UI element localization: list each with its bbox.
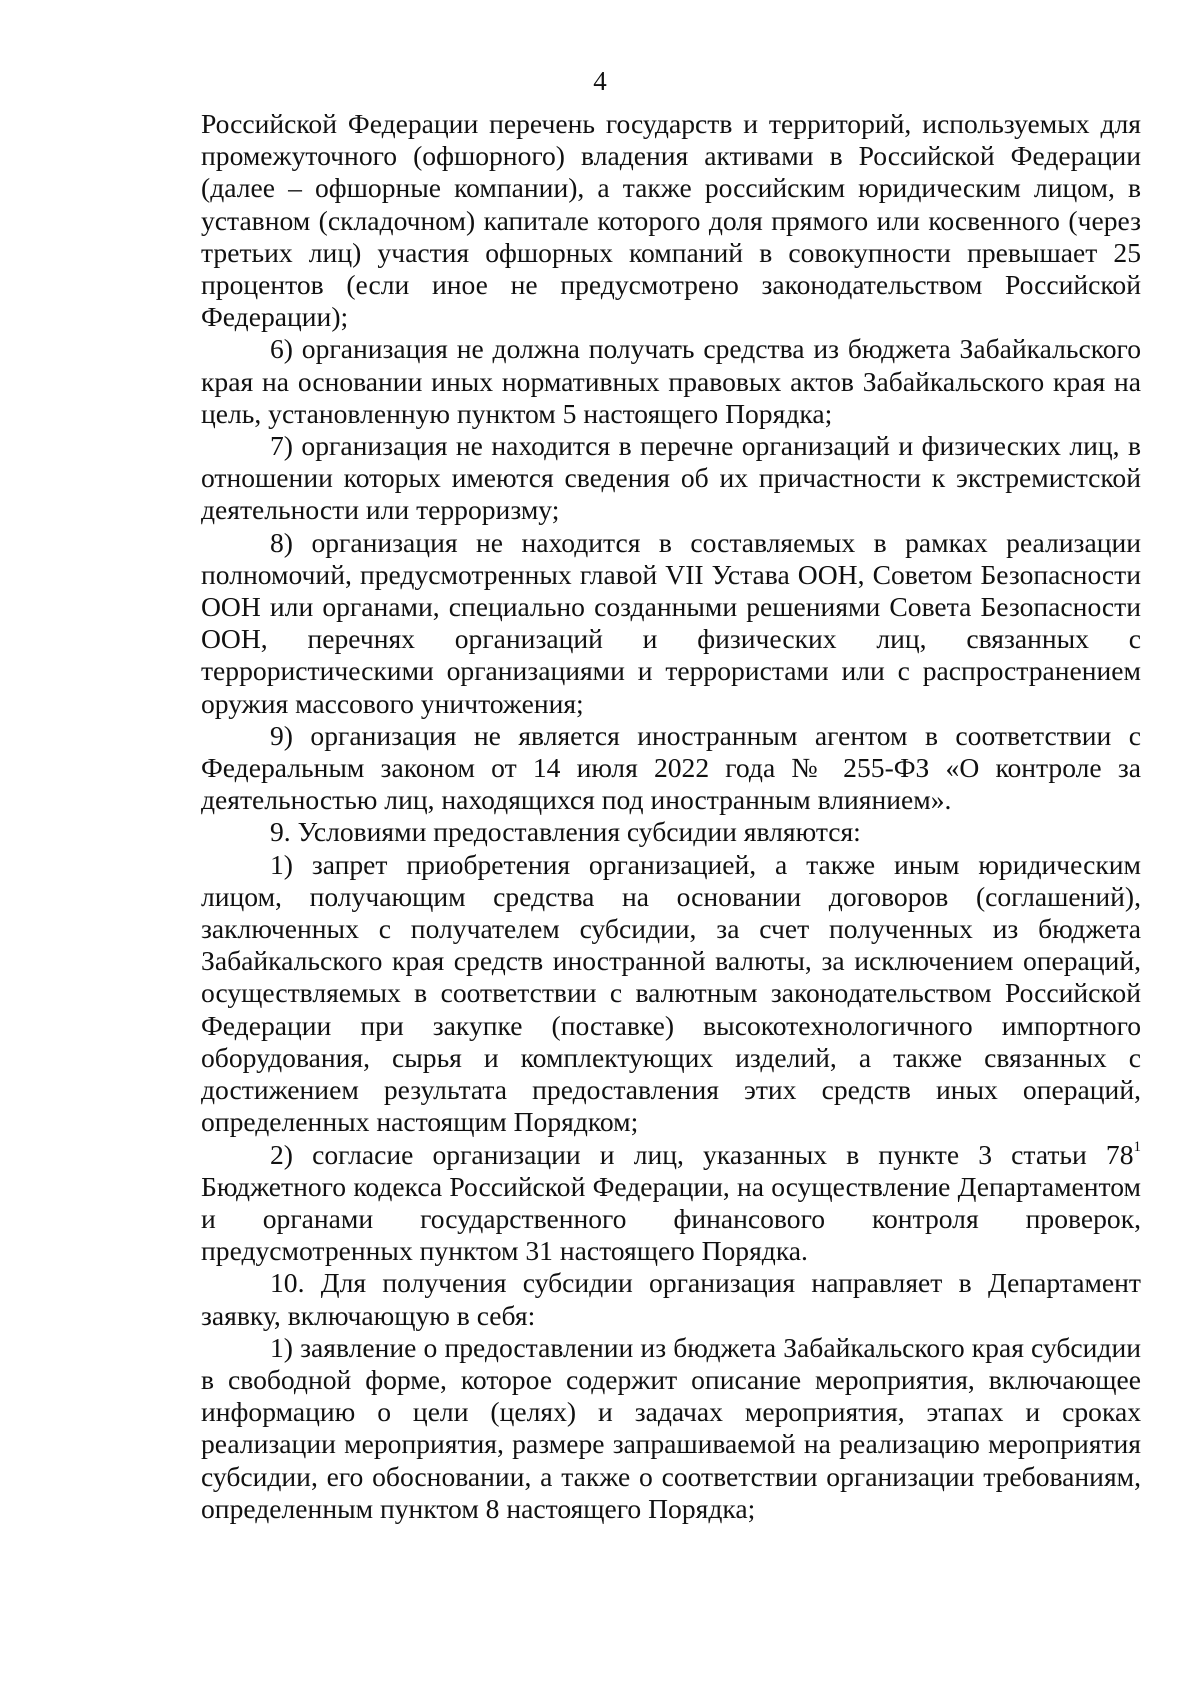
paragraph-section-10: 10. Для получения субсидии организация направляет в Департамент заявку, включающую в себя: — [201, 1267, 1141, 1331]
paragraph-item-9: 9) организация не является иностранным агентом в соответствии с Федеральным законом от 14 июля 2022 года № 255-ФЗ «О контроле за деятельностью лиц, находящихся под иностранным влиянием». — [201, 719, 1141, 816]
condition-2-text-before: 2) согласие организации и лиц, указанных в пункте 3 статьи 78 — [270, 1138, 1134, 1170]
paragraph-item-7: 7) организация не находится в перечне организаций и физических лиц, в отношении которых имеются сведения об их причастности к экстремистской деятельности или терроризму; — [201, 430, 1141, 526]
paragraph-condition-2 — [201, 1139, 1141, 1268]
condition-2-text-after: Бюджетного кодекса Российской Федерации, на осуществление Департаментом и органами государственного финансового контроля проверок, предусмотренных пунктом 31 настоящего Порядка. — [201, 1170, 1141, 1267]
paragraph-continuation: Российской Федерации перечень государств и территорий, используемых для промежуточного (офшорного) владения активами в Российской Федерации (далее – офшорные компании), а также российским юридическим лицом, в уставном (складочном) капитале которого доля прямого или косвенного (через третьих лиц) участия офшорных компаний в совокупности превышает 25 процентов (если иное не предусмотрено законодательством Российской Федерации); — [201, 108, 1141, 333]
page-number: 4 — [593, 66, 607, 96]
paragraph-item-8: 8) организация не находится в составляемых в рамках реализации полномочий, предусмотренных главой VII Устава ООН, Советом Безопасности ООН или органами, специально созданными решениями Совета Безопасности ООН, перечнях организаций и физических лиц, связанных с террористическими организациями и террористами или с распространением оружия массового уничтожения; — [201, 526, 1141, 719]
paragraph-application-1: 1) заявление о предоставлении из бюджета Забайкальского края субсидии в свободной форме, которое содержит описание мероприятия, включающее информацию о цели (целях) и задачах мероприятия, этапах и сроках реализации мероприятия, размере запрашиваемой на реализацию мероприятия субсидии, его обосновании, а также о соответствии организации требованиям, определенным пунктом 8 настоящего Порядка; — [201, 1331, 1141, 1524]
article-superscript: 1 — [1133, 1139, 1141, 1156]
document-body — [201, 108, 1141, 1525]
paragraph-item-6: 6) организация не должна получать средства из бюджета Забайкальского края на основании иных нормативных правовых актов Забайкальского края на цель, установленную пунктом 5 настоящего Порядка; — [201, 333, 1141, 429]
paragraph-section-9: 9. Условиями предоставления субсидии являются: — [270, 816, 861, 848]
paragraph-condition-1: 1) запрет приобретения организацией, а также иным юридическим лицом, получающим средства на основании договоров (соглашений), заключенных с получателем субсидии, за счет полученных из бюджета Забайкальского края средств иностранной валюты, за исключением операций, осуществляемых в соответствии с валютным законодательством Российской Федерации при закупке (поставке) высокотехнологичного импортного оборудования, сырья и комплектующих изделий, а также связанных с достижением результата предоставления этих средств иных операций, определенных настоящим Порядком; — [201, 848, 1141, 1138]
